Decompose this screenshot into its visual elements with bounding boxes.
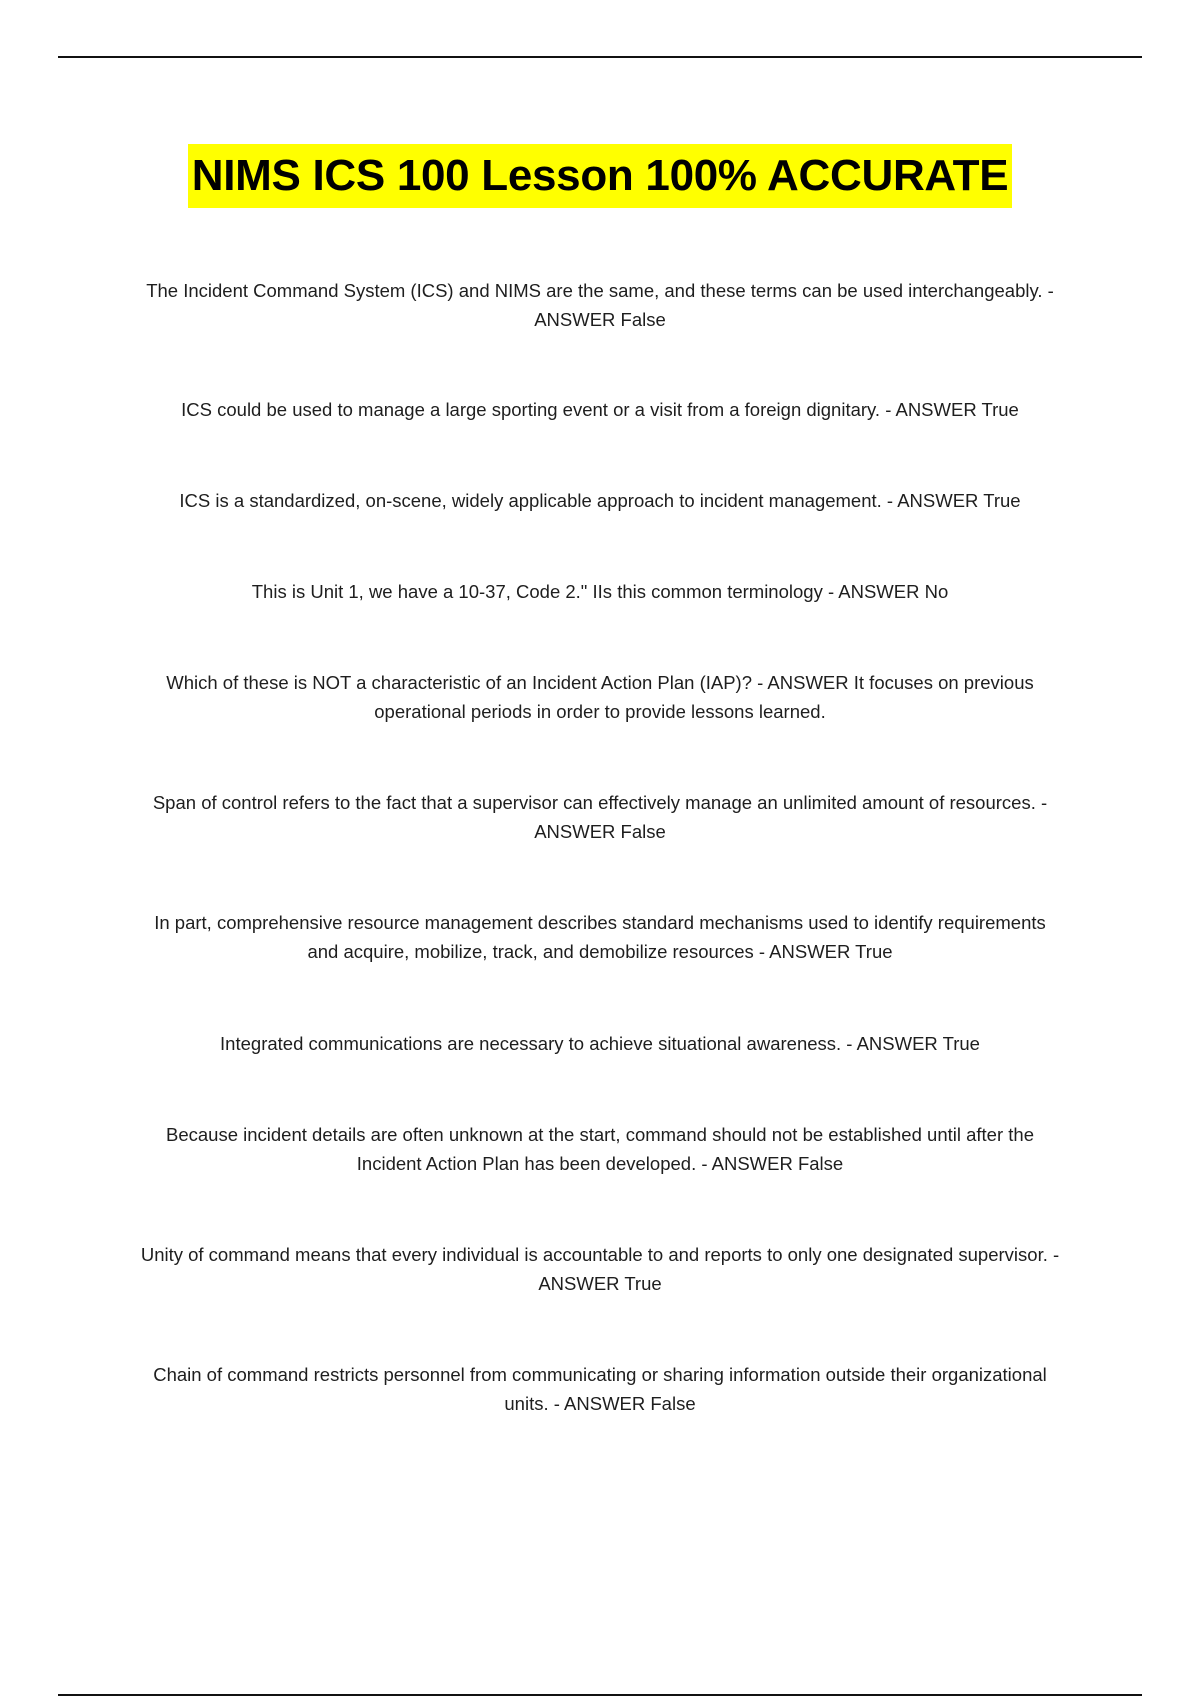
question-answer-item: In part, comprehensive resource management describes standard mechanisms used to identify requirements and acquire, mobilize, track, and demobilize resources - ANSWER True: [154, 912, 1046, 962]
question-answer-item: Chain of command restricts personnel from communicating or sharing information outside their organizational units. - ANSWER False: [153, 1364, 1047, 1414]
bottom-divider: [58, 1694, 1142, 1696]
page-title: NIMS ICS 100 Lesson 100% ACCURATE: [188, 144, 1013, 208]
title-container: [0, 144, 1200, 208]
question-answer-item: ICS is a standardized, on-scene, widely applicable approach to incident management. - ANSWER True: [179, 490, 1021, 511]
question-answer-item: Unity of command means that every individual is accountable to and reports to only one designated supervisor. - ANSWER True: [140, 1244, 1060, 1294]
question-answer-item: This is Unit 1, we have a 10-37, Code 2." IIs this common terminology - ANSWER No: [251, 581, 949, 602]
question-answer-item: Which of these is NOT a characteristic of an Incident Action Plan (IAP)? - ANSWER It focuses on previous operational periods in order to provide lessons learned.: [166, 672, 1034, 722]
question-answer-item: Because incident details are often unknown at the start, command should not be established until after the Incident Action Plan has been developed. - ANSWER False: [166, 1124, 1034, 1174]
question-answer-item: The Incident Command System (ICS) and NIMS are the same, and these terms can be used interchangeably. - ANSWER False: [146, 280, 1054, 330]
question-answer-item: Integrated communications are necessary to achieve situational awareness. - ANSWER True: [220, 1033, 980, 1054]
question-answer-item: ICS could be used to manage a large sporting event or a visit from a foreign dignitary. - ANSWER True: [181, 399, 1019, 420]
top-divider: [58, 56, 1142, 58]
question-answer-item: Span of control refers to the fact that a supervisor can effectively manage an unlimited amount of resources. - ANSWER False: [152, 792, 1048, 842]
